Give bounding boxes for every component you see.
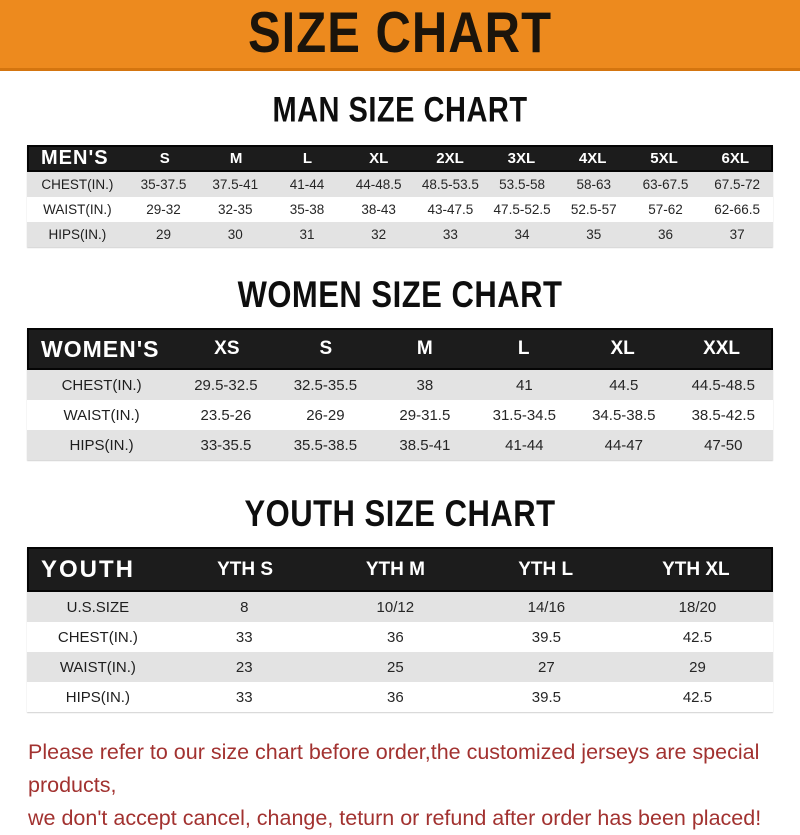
youth-section-heading-text: YOUTH SIZE CHART — [244, 492, 556, 535]
youth-chest-row — [27, 622, 773, 652]
table-cell: 25 — [386, 658, 404, 676]
row-label: HIPS(IN.) — [69, 436, 134, 454]
banner — [0, 0, 800, 71]
table-cell: 44.5 — [609, 376, 639, 394]
table-cell: 41-44 — [505, 436, 544, 454]
table-cell: 41 — [515, 376, 533, 394]
women-col-header-l: L — [517, 338, 530, 359]
footer-disclaimer — [28, 736, 800, 835]
men-col-header-s: S — [159, 150, 170, 167]
table-cell: 14/16 — [527, 598, 566, 616]
table-cell: 8 — [240, 598, 249, 616]
table-cell: 34.5-38.5 — [592, 406, 656, 424]
table-cell: 29 — [689, 658, 706, 676]
row-label: HIPS(IN.) — [48, 227, 107, 242]
table-cell: 32.5-35.5 — [293, 376, 358, 394]
youth-table-header-row — [27, 547, 773, 592]
table-cell: 39.5 — [531, 688, 561, 706]
row-label: WAIST(IN.) — [59, 658, 136, 676]
table-cell: 43-47.5 — [427, 202, 474, 217]
men-col-header-5xl: 5XL — [650, 150, 678, 167]
youth-waist-row — [27, 652, 773, 682]
row-label: U.S.SIZE — [66, 598, 130, 616]
table-cell: 10/12 — [376, 598, 415, 616]
page-title: SIZE CHART — [248, 0, 552, 65]
table-cell: 30 — [227, 227, 243, 242]
table-cell: 47.5-52.5 — [493, 202, 551, 217]
women-chest-row — [27, 370, 773, 400]
men-col-header-2xl: 2XL — [436, 150, 464, 167]
row-label: CHEST(IN.) — [41, 177, 114, 192]
table-cell: 26-29 — [306, 406, 345, 424]
table-cell: 37 — [729, 227, 745, 242]
men-waist-row — [27, 197, 773, 222]
table-cell: 37.5-41 — [212, 177, 259, 192]
table-cell: 23 — [235, 658, 253, 676]
table-cell: 42.5 — [682, 628, 713, 646]
table-cell: 36 — [386, 628, 404, 646]
men-hips-row — [27, 222, 773, 247]
youth-col-header-s: YTH S — [217, 558, 274, 580]
men-col-header-6xl: 6XL — [721, 150, 750, 167]
men-col-header-xl: XL — [369, 150, 389, 167]
table-cell: 38 — [416, 376, 434, 394]
table-cell: 62-66.5 — [714, 202, 761, 217]
youth-section-heading — [0, 492, 800, 535]
men-col-header-m: M — [229, 150, 243, 167]
table-cell: 31 — [299, 227, 315, 242]
footer-disclaimer-line2: we don't accept cancel, change, teturn or refund after order has been placed! — [28, 806, 762, 830]
table-cell: 32-35 — [217, 202, 253, 217]
men-section-heading-text: MAN SIZE CHART — [272, 91, 528, 131]
table-cell: 41-44 — [289, 177, 325, 192]
table-cell: 35.5-38.5 — [293, 436, 358, 454]
row-label: HIPS(IN.) — [65, 688, 130, 706]
table-cell: 52.5-57 — [570, 202, 617, 217]
row-label: CHEST(IN.) — [61, 376, 142, 394]
men-col-header-l: L — [302, 150, 313, 167]
men-col-header-4xl: 4XL — [578, 150, 607, 167]
youth-table-corner-label: YOUTH — [41, 555, 135, 583]
table-cell: 33 — [235, 688, 253, 706]
table-cell: 32 — [371, 227, 387, 242]
women-waist-row — [27, 400, 773, 430]
table-cell: 35-37.5 — [140, 177, 187, 192]
women-col-header-xs: XS — [214, 338, 240, 359]
table-cell: 23.5-26 — [200, 406, 252, 424]
women-hips-row — [27, 430, 773, 460]
table-cell: 58-63 — [576, 177, 612, 192]
youth-hips-row — [27, 682, 773, 712]
table-cell: 35 — [586, 227, 602, 242]
table-cell: 48.5-53.5 — [421, 177, 479, 192]
women-col-header-s: S — [319, 338, 333, 359]
youth-col-header-l: YTH L — [518, 558, 574, 580]
table-cell: 29.5-32.5 — [194, 376, 258, 394]
women-size-table — [27, 328, 773, 460]
table-cell: 53.5-58 — [499, 177, 545, 192]
row-label: WAIST(IN.) — [43, 202, 112, 217]
youth-ussize-row — [27, 592, 773, 622]
women-section-heading — [0, 273, 800, 316]
women-table-corner-label: WOMEN'S — [41, 335, 160, 362]
table-cell: 38.5-41 — [399, 436, 451, 454]
women-section-heading-text: WOMEN SIZE CHART — [237, 273, 563, 316]
table-cell: 33 — [235, 628, 253, 646]
youth-col-header-xl: YTH XL — [662, 558, 730, 580]
table-cell: 42.5 — [682, 688, 713, 706]
table-cell: 29-31.5 — [399, 406, 451, 424]
women-col-header-xl: XL — [610, 338, 635, 359]
youth-size-table — [27, 547, 773, 712]
table-cell: 57-62 — [648, 202, 683, 217]
table-cell: 27 — [538, 658, 555, 676]
table-cell: 35-38 — [289, 202, 325, 217]
table-cell: 67.5-72 — [714, 177, 761, 192]
table-cell: 38.5-42.5 — [691, 406, 755, 424]
women-col-header-m: M — [416, 338, 433, 359]
women-col-header-xxl: XXL — [703, 338, 741, 359]
men-table-header-row — [27, 145, 773, 172]
row-label: CHEST(IN.) — [57, 628, 138, 646]
table-cell: 31.5-34.5 — [492, 406, 557, 424]
men-table-corner-label: MEN'S — [41, 147, 109, 169]
table-cell: 29-32 — [146, 202, 181, 217]
table-cell: 33-35.5 — [200, 436, 252, 454]
men-col-header-3xl: 3XL — [507, 150, 536, 167]
row-label: WAIST(IN.) — [63, 406, 140, 424]
table-cell: 44-47 — [604, 436, 643, 454]
table-cell: 44.5-48.5 — [691, 376, 755, 394]
table-cell: 36 — [657, 227, 673, 242]
table-cell: 29 — [156, 227, 172, 242]
table-cell: 44-48.5 — [355, 177, 402, 192]
table-cell: 34 — [514, 227, 530, 242]
men-chest-row — [27, 172, 773, 197]
women-table-header-row — [27, 328, 773, 370]
table-cell: 38-43 — [361, 202, 396, 217]
men-section-heading — [0, 91, 800, 131]
table-cell: 63-67.5 — [642, 177, 689, 192]
footer-disclaimer-line1: Please refer to our size chart before order,the customized jerseys are special products, — [28, 740, 760, 797]
table-cell: 39.5 — [531, 628, 561, 646]
youth-col-header-m: YTH M — [365, 558, 425, 580]
men-size-table — [27, 145, 773, 247]
table-cell: 33 — [442, 227, 458, 242]
table-cell: 36 — [386, 688, 404, 706]
table-cell: 47-50 — [704, 436, 743, 454]
table-cell: 18/20 — [678, 598, 717, 616]
